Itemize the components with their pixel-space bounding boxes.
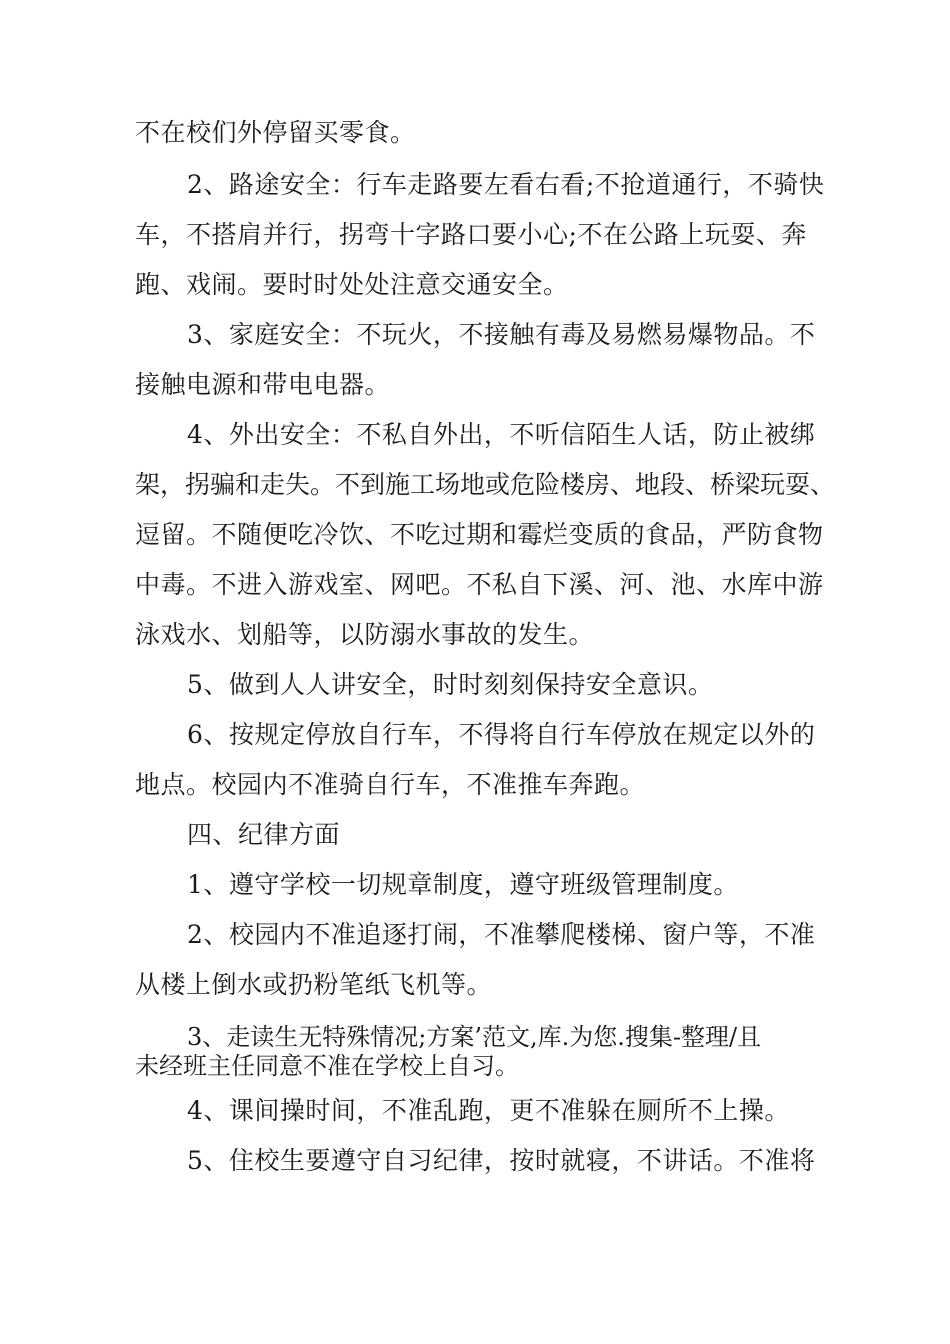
paragraph-line: 跑、戏闹。要时时处处注意交通安全。 xyxy=(135,270,569,299)
paragraph-line: 从楼上倒水或扔粉笔纸飞机等。 xyxy=(135,970,493,999)
paragraph-line: 车，不搭肩并行，拐弯十字路口要小心;不在公路上玩耍、奔 xyxy=(135,220,807,249)
section-heading: 四、纪律方面 xyxy=(187,820,341,849)
paragraph-line: 架，拐骗和走失。不到施工场地或危险楼房、地段、桥梁玩耍、 xyxy=(135,470,836,499)
paragraph-line: 2、路途安全：行车走路要左看右看;不抢道通行，不骑快 xyxy=(187,170,825,199)
paragraph-line: 逗留。不随便吃冷饮、不吃过期和霉烂变质的食品，严防食物 xyxy=(135,520,824,549)
paragraph-line: 3、家庭安全：不玩火，不接触有毒及易燃易爆物品。不 xyxy=(187,320,816,349)
paragraph-line: 4、课间操时间，不准乱跑，更不准躲在厕所不上操。 xyxy=(187,1096,790,1125)
paragraph-line: 1、遵守学校一切规章制度，遵守班级管理制度。 xyxy=(187,870,739,899)
paragraph-line: 地点。校园内不准骑自行车，不准推车奔跑。 xyxy=(135,770,646,799)
paragraph-line: 5、住校生要遵守自习纪律，按时就寝，不讲话。不准将 xyxy=(187,1146,816,1175)
paragraph-line: 不在校们外停留买零食。 xyxy=(135,118,416,147)
paragraph-line: 2、校园内不准追逐打闹，不准攀爬楼梯、窗户等，不准 xyxy=(187,920,816,949)
paragraph-line: 6、按规定停放自行车，不得将自行车停放在规定以外的 xyxy=(187,720,816,749)
paragraph-line: 3、走读生无特殊情况;方案’范文,库.为您.搜集-整理/且 xyxy=(187,1023,762,1051)
paragraph-line: 4、外出安全：不私自外出，不听信陌生人话，防止被绑 xyxy=(187,420,816,449)
paragraph-line: 未经班主任同意不准在学校上自习。 xyxy=(135,1052,519,1080)
paragraph-line: 中毒。不进入游戏室、网吧。不私自下溪、河、池、水库中游 xyxy=(135,570,824,599)
paragraph-line: 接触电源和带电电器。 xyxy=(135,370,391,399)
paragraph-line: 泳戏水、划船等，以防溺水事故的发生。 xyxy=(135,620,595,649)
paragraph-line: 5、做到人人讲安全，时时刻刻保持安全意识。 xyxy=(187,670,714,699)
